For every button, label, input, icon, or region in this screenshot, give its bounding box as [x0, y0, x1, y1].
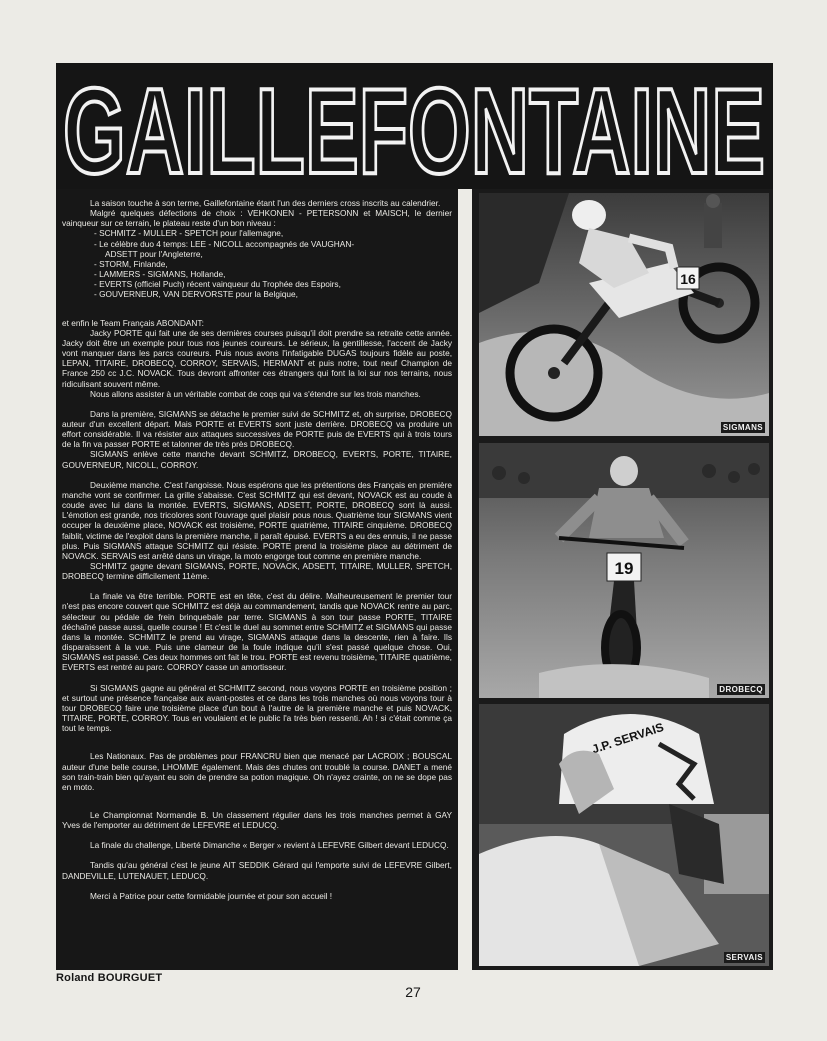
race-number-19: 19: [614, 559, 634, 578]
article-paragraph: - STORM, Finlande,: [94, 258, 168, 269]
article-paragraph: - GOUVERNEUR, VAN DERVORSTE pour la Belgique,: [94, 289, 298, 300]
article-paragraph: et enfin le Team Français ABONDANT:: [62, 317, 204, 328]
article-paragraph: La finale du challenge, Liberté Dimanche « Berger » revient à LEFEVRE Gilbert devant LEDUCQ.: [90, 840, 449, 851]
article-paragraph: SIGMANS enlève cette manche devant SCHMITZ, DROBECQ, EVERTS, PORTE, TITAIRE, GOUVERNEUR, NICOLL, CORROY.: [62, 449, 452, 470]
article-paragraph: - SCHMITZ - MULLER - SPETCH pour l'allemagne,: [94, 228, 284, 239]
title-banner: [56, 63, 773, 189]
article-paragraph: La saison touche à son terme, Gaillefontaine étant l'un des derniers cross inscrits au calendrier.: [90, 198, 441, 208]
race-number-16: 16: [680, 271, 696, 287]
photo-caption-drobecq: DROBECQ: [719, 685, 763, 694]
photo-servais: [479, 704, 769, 966]
article-body: [56, 189, 458, 970]
article-paragraph: Malgré quelques défections de choix : VEHKONEN - PETERSONN et MAISCH, le dernier vainqueur sur ce terrain, le plateau reste d'un bon niveau :: [62, 208, 452, 229]
article-paragraph: - LAMMERS - SIGMANS, Hollande,: [94, 269, 226, 280]
photo-sigmans: [479, 193, 769, 436]
article-paragraph: Deuxième manche. C'est l'angoisse. Nous espérons que les prétentions des Français en première manche vont se confirmer. La grille s'abaisse. C'est SCHMITZ qui est devant, NOVACK est au coude à coude avec lui dans la montée. EVERTS, SIGMANS, ADSETT, PORTE, DROBECQ sont là aussi. L'émotion est grande, nos tricolores sont l'ouvrage quel plaisir pous nous. Quatrième tour SIGMANS vient occuper la deuxième place, NOVACK est troisième, PORTE quatrième, TITAIRE cinquième. DROBECQ faiblit, victime de l'exploit dans la première manche, il paraît épuisé. EVERTS a eu des ennuis, il ne passe plus. Puis SIGMANS attaque SCHMITZ qui résiste. PORTE prend la troisième place au détriment de NOVACK. SERVAIS est arrêté dans un virage, la moto engorge tout comme en première manche.: [62, 479, 452, 561]
photo-caption-sigmans: SIGMANS: [722, 423, 763, 432]
article-paragraph: Dans la première, SIGMANS se détache le premier suivi de SCHMITZ et, oh surprise, DROBECQ auteur d'un excellent départ. Mais PORTE et EVERTS sont juste derrière. DROBECQ va produire un effort considérable. Il va résister aux attaques successives de PORTE puis de EVERTS qui à trois tours de la fin va passer PORTE et talonner de très près DROBECQ.: [62, 408, 452, 450]
article-paragraph: - Le célèbre duo 4 temps: LEE - NICOLL accompagnés de VAUGHAN-: [94, 238, 355, 249]
helmet-lettering: J.P. SERVAIS: [590, 719, 666, 757]
article-title: GAILLEFONTAINE: [63, 63, 765, 189]
article-paragraph: Si SIGMANS gagne au général et SCHMITZ second, nous voyons PORTE en troisième position ; et surtout une présence française aux avant-postes et ce dans les trois manches où nous voyons tour à tour DROBECQ faire une troisième place d'un bout à l'autre de la première manche et puis NOVACK, TITAIRE, PORTE, CORROY. Tous en voulaient et le public l'a très bien ressenti. Ah ! si c'était comme ça tout le temps.: [62, 682, 452, 734]
article-paragraph: - EVERTS (officiel Puch) récent vainqueur du Trophée des Espoirs,: [94, 279, 341, 290]
article-paragraph: Le Championnat Normandie B. Un classement régulier dans les trois manches permet à GAY Yves de l'emporter au détriment de LEFEVRE et LEDUCQ.: [62, 809, 452, 831]
article-paragraph: Tandis qu'au général c'est le jeune AIT SEDDIK Gérard qui l'emporte suivi de LEFEVRE Gilbert, DANDEVILLE, LUTENAUET, LEDUCQ.: [62, 860, 452, 881]
photo-column: [472, 189, 773, 970]
photo-drobecq: [479, 443, 769, 698]
photo-caption-servais: SERVAIS: [725, 953, 763, 962]
article-paragraph: Les Nationaux. Pas de problèmes pour FRANCRU bien que menacé par LACROIX ; BOUSCAL auteur d'une belle course, LHOMME également. Mais des chutes ont troublé la course. DANET a mené son train-train bien qu'ayant eu soin de prendre sa potion magique. Oh n'ayez crainte, on ne se dope pas en moto.: [62, 751, 452, 792]
article-paragraph: La finale va être terrible. PORTE est en tête, c'est du délire. Malheureusement le premier tour n'est pas encore couvert que SCHMITZ est déjà au commandement, tandis que NOVACK rentre au parc, sélecteur ou pédale de frein brinquebale par terre. SIGMANS à son tour passe PORTE, TITAIRE déchaîné passe aussi, quelle course ! Et c'est le duel au sommet entre SCHMITZ et SIGMANS qui passe dans la montée. SCHMITZ le prend au virage, SIGMANS attaque dans la descente, rien à faire. Ils disparaissent à la vue. Puis une clameur de la foule indique qu'il s'est passé quelque chose. Oui, SIGMANS est passé. Ces deux hommes ont fait le trou. PORTE est revenu troisième, TITAIRE quatrième, EVERTS est rentré au parc. CORROY casse un amortisseur.: [62, 591, 452, 673]
article-paragraph: Nous allons assister à un véritable combat de coqs qui va s'étendre sur les trois manches.: [90, 388, 421, 399]
article-paragraph: SCHMITZ gagne devant SIGMANS, PORTE, NOVACK, ADSETT, TITAIRE, MULLER, SPETCH, DROBECQ termine difficilement 11ème.: [62, 561, 452, 582]
article-paragraph: Merci à Patrice pour cette formidable journée et pour son accueil !: [90, 890, 333, 901]
article-paragraph: Jacky PORTE qui fait une de ses dernières courses puisqu'il doit prendre sa retraite cette année. Jacky doit être un exemple pour tous nos jeunes coureurs. Le sérieux, la gentillesse, l'accent de Jacky vont manquer dans les parcs coureurs. Puis nous avons l'infatigable DUGAS toujours fidèle au poste, LEPAN, TITAIRE, DROBECQ, CORROY, SERVAIS, HERMANT et puis notre, tout neuf Champion de France 250 cc J.C. NOVACK. Tous devront affronter ces étrangers qui font la loi sur nos terrains, nous ridiculisant souvent même.: [62, 327, 452, 389]
page-number: 27: [405, 984, 421, 1000]
article-paragraph: ADSETT pour l'Angleterre,: [105, 248, 203, 259]
author-byline: Roland BOURGUET: [56, 972, 163, 984]
